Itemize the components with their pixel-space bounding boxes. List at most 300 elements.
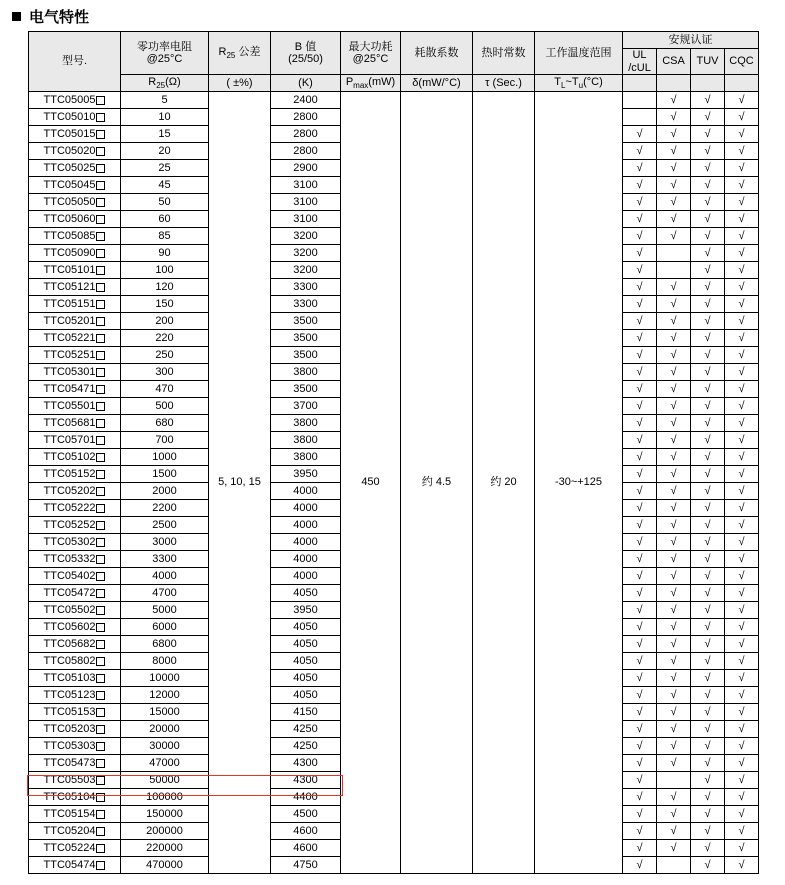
- cell-model: [29, 92, 121, 109]
- model-label: TTC05201: [43, 314, 96, 327]
- cell-cert-csa: √: [657, 381, 691, 398]
- cell-cert-ul: √: [623, 466, 657, 483]
- cell-r25: 220000: [121, 840, 209, 857]
- cell-cert-ul: √: [623, 211, 657, 228]
- model-suffix-box-icon: [96, 436, 105, 445]
- cell-r25: 8000: [121, 653, 209, 670]
- model-suffix-box-icon: [96, 657, 105, 666]
- model-label: TTC05701: [43, 433, 96, 446]
- cell-cert-tuv: √: [691, 534, 725, 551]
- cell-r25: 300: [121, 364, 209, 381]
- cell-model: [29, 398, 121, 415]
- cell-cert-csa: √: [657, 619, 691, 636]
- cell-cert-csa: √: [657, 568, 691, 585]
- square-bullet-icon: [12, 12, 21, 21]
- model-label: TTC05473: [43, 756, 96, 769]
- cell-cert-csa: √: [657, 126, 691, 143]
- cell-cert-csa: √: [657, 313, 691, 330]
- model-suffix-box-icon: [96, 266, 105, 275]
- cell-bvalue: 3500: [271, 381, 341, 398]
- cell-r25: 4700: [121, 585, 209, 602]
- cell-cert-csa: √: [657, 755, 691, 772]
- cell-cert-ul: √: [623, 296, 657, 313]
- cell-cert-csa: √: [657, 160, 691, 177]
- model-label: TTC05501: [43, 399, 96, 412]
- cell-cert-cqc: √: [725, 721, 759, 738]
- cell-cert-tuv: √: [691, 585, 725, 602]
- cell-cert-tuv: √: [691, 245, 725, 262]
- cell-cert-cqc: √: [725, 670, 759, 687]
- cell-cert-ul: √: [623, 738, 657, 755]
- model-label: TTC05474: [43, 858, 96, 871]
- model-suffix-box-icon: [96, 674, 105, 683]
- cell-cert-ul: √: [623, 262, 657, 279]
- cell-cert-csa: √: [657, 398, 691, 415]
- cell-bvalue: 4250: [271, 721, 341, 738]
- model-suffix-box-icon: [96, 759, 105, 768]
- cell-r25: 25: [121, 160, 209, 177]
- model-suffix-box-icon: [96, 742, 105, 751]
- unit-pmax: $P_{max}(mW)$: [341, 75, 401, 92]
- cell-cert-csa: √: [657, 687, 691, 704]
- model-suffix-box-icon: [96, 368, 105, 377]
- cell-cert-tuv: √: [691, 211, 725, 228]
- cell-bvalue: 4000: [271, 517, 341, 534]
- model-label: TTC05802: [43, 654, 96, 667]
- model-suffix-box-icon: [96, 453, 105, 462]
- cell-cert-csa: [657, 857, 691, 874]
- cell-cert-tuv: √: [691, 126, 725, 143]
- cell-cert-cqc: √: [725, 160, 759, 177]
- model-suffix-box-icon: [96, 623, 105, 632]
- cell-model: [29, 585, 121, 602]
- cell-bvalue: 2800: [271, 109, 341, 126]
- model-label: TTC05104: [43, 790, 96, 803]
- header-tuv: TUV: [691, 49, 725, 75]
- cell-cert-cqc: √: [725, 245, 759, 262]
- cell-r25: 200000: [121, 823, 209, 840]
- cell-cert-csa: √: [657, 534, 691, 551]
- cell-bvalue: 3500: [271, 347, 341, 364]
- cell-r25: 3300: [121, 551, 209, 568]
- header-r25: 零功率电阻 @25°C: [121, 32, 209, 75]
- model-suffix-box-icon: [96, 317, 105, 326]
- cell-model: [29, 296, 121, 313]
- cell-cert-cqc: √: [725, 381, 759, 398]
- cell-model: [29, 126, 121, 143]
- cell-cert-tuv: √: [691, 398, 725, 415]
- cell-cert-ul: √: [623, 347, 657, 364]
- cell-cert-ul: √: [623, 636, 657, 653]
- cell-cert-cqc: √: [725, 602, 759, 619]
- model-label: TTC05402: [43, 569, 96, 582]
- cell-cert-cqc: √: [725, 636, 759, 653]
- cell-cert-tuv: √: [691, 296, 725, 313]
- cell-cert-csa: √: [657, 670, 691, 687]
- cell-cert-ul: √: [623, 194, 657, 211]
- model-label: TTC05682: [43, 637, 96, 650]
- model-label: TTC05471: [43, 382, 96, 395]
- cell-cert-ul: √: [623, 381, 657, 398]
- cell-model: [29, 755, 121, 772]
- cell-cert-cqc: √: [725, 279, 759, 296]
- cell-r25: 20000: [121, 721, 209, 738]
- model-suffix-box-icon: [96, 725, 105, 734]
- header-model: 型号.: [29, 32, 121, 92]
- cell-cert-csa: √: [657, 177, 691, 194]
- cell-cert-csa: √: [657, 704, 691, 721]
- cell-cert-csa: √: [657, 789, 691, 806]
- cell-cert-cqc: √: [725, 551, 759, 568]
- cell-r25: 500: [121, 398, 209, 415]
- model-suffix-box-icon: [96, 385, 105, 394]
- header-ul-cul: UL /cUL: [623, 49, 657, 75]
- cell-bvalue: 4600: [271, 840, 341, 857]
- cell-cert-ul: √: [623, 755, 657, 772]
- cell-r25: 680: [121, 415, 209, 432]
- cell-cert-tuv: √: [691, 551, 725, 568]
- electrical-characteristics-table: [28, 31, 759, 874]
- cell-cert-ul: √: [623, 245, 657, 262]
- cell-r25: 100000: [121, 789, 209, 806]
- cell-r25: 30000: [121, 738, 209, 755]
- model-suffix-box-icon: [96, 810, 105, 819]
- cell-cert-tuv: √: [691, 789, 725, 806]
- model-label: TTC05502: [43, 603, 96, 616]
- model-suffix-box-icon: [96, 487, 105, 496]
- model-suffix-box-icon: [96, 691, 105, 700]
- cell-cert-cqc: √: [725, 449, 759, 466]
- cell-cert-cqc: √: [725, 330, 759, 347]
- cell-bvalue: 3800: [271, 364, 341, 381]
- unit-blank-tuv: [691, 75, 725, 92]
- model-label: TTC05503: [43, 773, 96, 786]
- cell-r25: 20: [121, 143, 209, 160]
- cell-cert-tuv: √: [691, 92, 725, 109]
- cell-cert-tuv: √: [691, 228, 725, 245]
- cell-r25: 5000: [121, 602, 209, 619]
- cell-model: [29, 568, 121, 585]
- cell-bvalue: 4000: [271, 500, 341, 517]
- cell-cert-tuv: √: [691, 721, 725, 738]
- header-row-main: [29, 32, 759, 49]
- cell-cert-tuv: √: [691, 568, 725, 585]
- cell-cert-tuv: √: [691, 517, 725, 534]
- cell-model: [29, 245, 121, 262]
- header-cqc: CQC: [725, 49, 759, 75]
- cell-cert-cqc: √: [725, 364, 759, 381]
- cell-r25: 470000: [121, 857, 209, 874]
- cell-model: [29, 211, 121, 228]
- model-label: TTC05203: [43, 722, 96, 735]
- cell-cert-csa: √: [657, 449, 691, 466]
- cell-model: [29, 500, 121, 517]
- cell-cert-cqc: √: [725, 466, 759, 483]
- cell-cert-cqc: √: [725, 415, 759, 432]
- cell-cert-cqc: √: [725, 823, 759, 840]
- cell-r25: 45: [121, 177, 209, 194]
- cell-r25: 150: [121, 296, 209, 313]
- cell-r25: 2200: [121, 500, 209, 517]
- cell-cert-cqc: √: [725, 483, 759, 500]
- cell-bvalue: 4750: [271, 857, 341, 874]
- cell-model: [29, 262, 121, 279]
- cell-cert-cqc: √: [725, 92, 759, 109]
- cell-cert-csa: √: [657, 194, 691, 211]
- cell-cert-ul: √: [623, 772, 657, 789]
- cell-cert-ul: √: [623, 602, 657, 619]
- cell-cert-ul: √: [623, 432, 657, 449]
- cell-cert-cqc: √: [725, 653, 759, 670]
- cell-cert-csa: √: [657, 415, 691, 432]
- cell-cert-cqc: √: [725, 619, 759, 636]
- cell-bvalue: 4500: [271, 806, 341, 823]
- cell-model: [29, 840, 121, 857]
- cell-cert-ul: √: [623, 568, 657, 585]
- cell-model: [29, 347, 121, 364]
- model-suffix-box-icon: [96, 198, 105, 207]
- cell-cert-ul: √: [623, 704, 657, 721]
- cell-bvalue: 4150: [271, 704, 341, 721]
- cell-cert-cqc: √: [725, 109, 759, 126]
- cell-cert-csa: [657, 262, 691, 279]
- cell-bvalue: 2900: [271, 160, 341, 177]
- cell-cert-ul: √: [623, 143, 657, 160]
- cell-cert-ul: √: [623, 534, 657, 551]
- cell-bvalue: 3800: [271, 432, 341, 449]
- cell-cert-tuv: √: [691, 823, 725, 840]
- header-thermal-time: 热时常数: [473, 32, 535, 75]
- model-suffix-box-icon: [96, 283, 105, 292]
- cell-cert-csa: [657, 245, 691, 262]
- model-suffix-box-icon: [96, 555, 105, 564]
- cell-bvalue: 3700: [271, 398, 341, 415]
- cell-cert-tuv: √: [691, 806, 725, 823]
- cell-model: [29, 738, 121, 755]
- header-certification-group: 安规认证: [623, 32, 759, 49]
- cell-bvalue: 3800: [271, 449, 341, 466]
- cell-cert-ul: √: [623, 653, 657, 670]
- cell-cert-ul: [623, 92, 657, 109]
- model-suffix-box-icon: [96, 351, 105, 360]
- model-suffix-box-icon: [96, 181, 105, 190]
- model-label: TTC05015: [43, 127, 96, 140]
- cell-cert-csa: √: [657, 840, 691, 857]
- cell-cert-tuv: √: [691, 381, 725, 398]
- cell-cert-tuv: √: [691, 483, 725, 500]
- cell-cert-ul: √: [623, 500, 657, 517]
- cell-cert-csa: √: [657, 432, 691, 449]
- cell-cert-tuv: √: [691, 262, 725, 279]
- cell-cert-tuv: √: [691, 279, 725, 296]
- model-suffix-box-icon: [96, 164, 105, 173]
- cell-cert-csa: √: [657, 823, 691, 840]
- cell-cert-ul: √: [623, 551, 657, 568]
- cell-model: [29, 279, 121, 296]
- cell-cert-csa: √: [657, 653, 691, 670]
- cell-model: [29, 143, 121, 160]
- cell-cert-ul: √: [623, 721, 657, 738]
- cell-cert-ul: √: [623, 160, 657, 177]
- cell-cert-ul: [623, 109, 657, 126]
- model-label: TTC05103: [43, 671, 96, 684]
- cell-r25: 85: [121, 228, 209, 245]
- cell-cert-cqc: √: [725, 857, 759, 874]
- cell-cert-ul: √: [623, 228, 657, 245]
- cell-model: [29, 432, 121, 449]
- cell-cert-csa: √: [657, 500, 691, 517]
- cell-bvalue: 4050: [271, 670, 341, 687]
- cell-cert-tuv: √: [691, 415, 725, 432]
- cell-model: [29, 789, 121, 806]
- cell-r25: 1000: [121, 449, 209, 466]
- cell-cert-cqc: √: [725, 398, 759, 415]
- cell-model: [29, 483, 121, 500]
- model-label: TTC05202: [43, 484, 96, 497]
- cell-model: [29, 381, 121, 398]
- cell-cert-csa: √: [657, 143, 691, 160]
- cell-cert-csa: √: [657, 364, 691, 381]
- cell-r25: 120: [121, 279, 209, 296]
- model-label: TTC05681: [43, 416, 96, 429]
- cell-cert-csa: √: [657, 602, 691, 619]
- model-suffix-box-icon: [96, 130, 105, 139]
- cell-cert-cqc: √: [725, 687, 759, 704]
- model-suffix-box-icon: [96, 96, 105, 105]
- model-suffix-box-icon: [96, 232, 105, 241]
- model-suffix-box-icon: [96, 538, 105, 547]
- cell-cert-csa: √: [657, 330, 691, 347]
- cell-cert-tuv: √: [691, 466, 725, 483]
- header-row-units: [29, 75, 759, 92]
- cell-cert-ul: √: [623, 449, 657, 466]
- cell-r25: 700: [121, 432, 209, 449]
- cell-bvalue: 3500: [271, 313, 341, 330]
- cell-bvalue: 3100: [271, 194, 341, 211]
- cell-model: [29, 109, 121, 126]
- cell-r25: 150000: [121, 806, 209, 823]
- cell-model: [29, 687, 121, 704]
- section-title: 电气特性: [29, 9, 90, 26]
- cell-cert-cqc: √: [725, 432, 759, 449]
- cell-cert-ul: √: [623, 415, 657, 432]
- cell-cert-csa: √: [657, 721, 691, 738]
- cell-cert-cqc: √: [725, 568, 759, 585]
- cell-bvalue: 4400: [271, 789, 341, 806]
- cell-cert-tuv: √: [691, 670, 725, 687]
- cell-model: [29, 449, 121, 466]
- cell-r25: 12000: [121, 687, 209, 704]
- cell-r25: 100: [121, 262, 209, 279]
- model-label: TTC05252: [43, 518, 96, 531]
- model-label: TTC05005: [43, 93, 96, 106]
- header-dissipation: 耗散系数: [401, 32, 473, 75]
- cell-cert-csa: √: [657, 109, 691, 126]
- model-label: TTC05121: [43, 280, 96, 293]
- cell-cert-cqc: √: [725, 126, 759, 143]
- cell-bvalue: 3500: [271, 330, 341, 347]
- cell-r25: 250: [121, 347, 209, 364]
- model-label: TTC05472: [43, 586, 96, 599]
- cell-model: [29, 704, 121, 721]
- cell-cert-cqc: √: [725, 772, 759, 789]
- model-label: TTC05050: [43, 195, 96, 208]
- cell-r25: 2500: [121, 517, 209, 534]
- unit-dissipation: δ(mW/°C): [401, 75, 473, 92]
- cell-r25: 6800: [121, 636, 209, 653]
- cell-cert-ul: √: [623, 806, 657, 823]
- model-label: TTC05152: [43, 467, 96, 480]
- model-suffix-box-icon: [96, 147, 105, 156]
- model-label: TTC05045: [43, 178, 96, 191]
- model-suffix-box-icon: [96, 215, 105, 224]
- cell-model: [29, 415, 121, 432]
- cell-cert-ul: √: [623, 840, 657, 857]
- cell-cert-tuv: √: [691, 449, 725, 466]
- model-label: TTC05332: [43, 552, 96, 565]
- cell-cert-cqc: √: [725, 211, 759, 228]
- cell-bvalue: 3800: [271, 415, 341, 432]
- cell-bvalue: 3200: [271, 245, 341, 262]
- model-label: TTC05204: [43, 824, 96, 837]
- cell-cert-cqc: √: [725, 806, 759, 823]
- cell-bvalue: 4000: [271, 568, 341, 585]
- model-label: TTC05025: [43, 161, 96, 174]
- cell-bvalue: 4300: [271, 755, 341, 772]
- table-row: [29, 92, 759, 109]
- cell-cert-tuv: √: [691, 194, 725, 211]
- model-suffix-box-icon: [96, 419, 105, 428]
- unit-blank-cqc: [725, 75, 759, 92]
- cell-cert-csa: √: [657, 636, 691, 653]
- model-suffix-box-icon: [96, 861, 105, 870]
- cell-bvalue: 3950: [271, 602, 341, 619]
- unit-blank-csa: [657, 75, 691, 92]
- model-suffix-box-icon: [96, 572, 105, 581]
- cell-bvalue: 4300: [271, 772, 341, 789]
- cell-cert-cqc: √: [725, 313, 759, 330]
- cell-cert-cqc: √: [725, 755, 759, 772]
- cell-r25: 2000: [121, 483, 209, 500]
- cell-cert-csa: √: [657, 483, 691, 500]
- cell-cert-tuv: √: [691, 738, 725, 755]
- cell-cert-ul: √: [623, 126, 657, 143]
- model-label: TTC05224: [43, 841, 96, 854]
- cell-cert-ul: √: [623, 619, 657, 636]
- cell-cert-tuv: √: [691, 619, 725, 636]
- cell-cert-cqc: √: [725, 177, 759, 194]
- cell-bvalue: 4050: [271, 636, 341, 653]
- cell-cert-tuv: √: [691, 772, 725, 789]
- cell-cert-ul: √: [623, 313, 657, 330]
- model-suffix-box-icon: [96, 300, 105, 309]
- cell-model: [29, 823, 121, 840]
- cell-cert-ul: √: [623, 823, 657, 840]
- cell-bvalue: 2800: [271, 126, 341, 143]
- model-label: TTC05102: [43, 450, 96, 463]
- cell-model: [29, 857, 121, 874]
- cell-model: [29, 466, 121, 483]
- cell-bvalue: 3200: [271, 228, 341, 245]
- cell-model: [29, 721, 121, 738]
- cell-cert-tuv: √: [691, 109, 725, 126]
- cell-cert-cqc: √: [725, 194, 759, 211]
- cell-bvalue: 4050: [271, 619, 341, 636]
- model-suffix-box-icon: [96, 827, 105, 836]
- model-label: TTC05153: [43, 705, 96, 718]
- cell-cert-tuv: √: [691, 704, 725, 721]
- cell-cert-ul: √: [623, 483, 657, 500]
